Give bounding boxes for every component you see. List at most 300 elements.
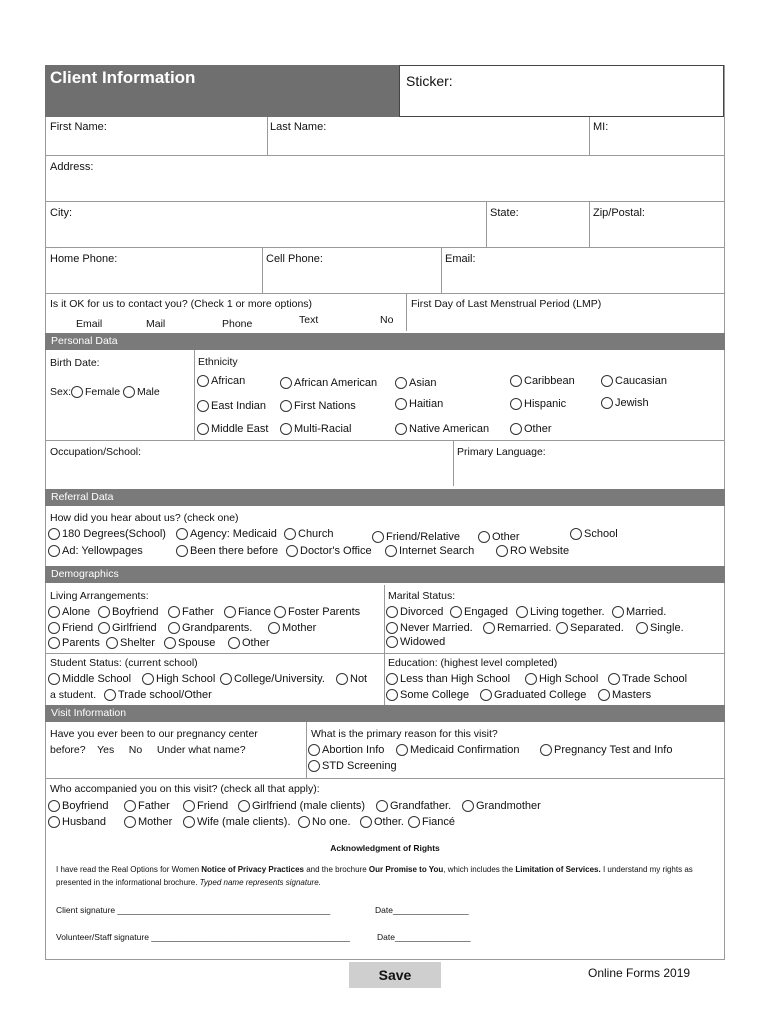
ref-internet-search[interactable] xyxy=(385,545,474,557)
option-label: Jewish xyxy=(615,397,649,409)
option-label: Friend xyxy=(197,800,229,812)
checkbox-icon xyxy=(510,398,522,410)
option-label: Pregnancy Test and Info xyxy=(554,744,673,756)
email-label: Email: xyxy=(445,253,476,265)
eth-asian[interactable] xyxy=(395,377,437,389)
option-label: Church xyxy=(298,528,334,540)
demographics-header xyxy=(45,566,725,583)
sticker-label: Sticker: xyxy=(406,73,453,89)
female-label: Female xyxy=(85,386,121,398)
checkbox-icon xyxy=(48,528,60,540)
option-label: Girlfriend xyxy=(112,622,157,634)
address-label: Address: xyxy=(50,161,94,173)
option-label: Widowed xyxy=(400,636,446,648)
checkbox-icon xyxy=(450,606,462,618)
option-label: College/University. xyxy=(234,673,325,685)
student-high-school[interactable] xyxy=(142,673,215,685)
checkbox-icon xyxy=(104,689,116,701)
ref-ad-yellowpages[interactable] xyxy=(48,545,143,557)
option-label: Medicaid Confirmation xyxy=(410,744,520,756)
option-label: Doctor's Office xyxy=(300,545,372,557)
student-status-label: Student Status: (current school) xyxy=(50,657,198,669)
option-label: Trade school/Other xyxy=(118,689,212,701)
ref-180-degrees[interactable] xyxy=(48,528,166,540)
checkbox-icon xyxy=(601,397,613,409)
option-label: Girlfriend (male clients) xyxy=(252,800,366,812)
marital-remarried[interactable] xyxy=(483,622,551,634)
checkbox-icon xyxy=(228,637,240,649)
referral-question: How did you hear about us? (check one) xyxy=(50,512,239,524)
option-label: Other xyxy=(524,423,552,435)
education-label: Education: (highest level completed) xyxy=(388,657,558,669)
option-label: Engaged xyxy=(464,606,509,618)
marital-divorced[interactable] xyxy=(386,606,443,618)
acc-father[interactable] xyxy=(124,800,170,812)
checkbox-icon xyxy=(385,545,397,557)
option-label: Fiance xyxy=(238,606,272,618)
reason-abortion-info[interactable] xyxy=(308,744,384,756)
option-label: Middle East xyxy=(211,423,269,435)
client-signature-line[interactable]: Client signature _____________________________________________ xyxy=(56,905,331,915)
divider xyxy=(262,247,263,293)
eth-multi-racial[interactable] xyxy=(280,423,351,435)
live-shelter[interactable] xyxy=(106,637,155,649)
eth-african-american[interactable] xyxy=(280,377,377,389)
option-label: Abortion Info xyxy=(322,744,385,756)
sex-label xyxy=(50,386,160,398)
live-grandparents[interactable] xyxy=(168,622,252,634)
option-label: RO Website xyxy=(510,545,570,557)
divider xyxy=(441,247,442,293)
checkbox-icon xyxy=(124,800,136,812)
divider xyxy=(45,293,725,294)
checkbox-icon xyxy=(510,375,522,387)
checkbox-icon xyxy=(280,423,292,435)
visit-reason-question: What is the primary reason for this visit? xyxy=(311,728,498,740)
contact-text-option[interactable]: Text xyxy=(299,314,319,326)
eth-jewish[interactable] xyxy=(601,397,649,409)
acc-other[interactable] xyxy=(360,816,404,828)
option-label: Married. xyxy=(626,606,667,618)
reason-std-screening[interactable] xyxy=(308,760,397,772)
ack-text-part: and the brochure xyxy=(303,865,369,874)
ref-church[interactable] xyxy=(284,528,333,540)
edu-some-college[interactable] xyxy=(386,689,469,701)
option-label: Father xyxy=(182,606,214,618)
ethnicity-label: Ethnicity xyxy=(198,356,238,368)
state-label: State: xyxy=(490,207,519,219)
checkbox-icon xyxy=(395,398,407,410)
option-label: Trade School xyxy=(622,673,688,685)
option-label: Grandmother xyxy=(476,800,541,812)
checkbox-icon xyxy=(176,545,188,557)
checkbox-icon xyxy=(48,637,60,649)
option-label: Internet Search xyxy=(399,545,475,557)
option-label: Middle School xyxy=(62,673,132,685)
section-title: Referral Data xyxy=(51,491,114,503)
ref-been-there-before[interactable] xyxy=(176,545,278,557)
divider xyxy=(589,201,590,247)
divider xyxy=(45,201,725,202)
ack-promise: Our Promise to You xyxy=(368,865,444,874)
checkbox-icon xyxy=(98,622,110,634)
checkbox-icon xyxy=(376,800,388,812)
divider xyxy=(194,350,195,440)
ack-typed-name-note: Typed name represents signature. xyxy=(199,878,321,887)
live-fiance[interactable] xyxy=(224,606,271,618)
checkbox-icon xyxy=(284,528,296,540)
divider xyxy=(384,585,385,705)
student-not-continued: a student. xyxy=(50,689,97,701)
eth-middle-east[interactable] xyxy=(197,423,268,435)
marital-separated[interactable] xyxy=(556,622,624,634)
option-label: Wife (male clients). xyxy=(197,816,291,828)
marital-never-married[interactable] xyxy=(386,622,473,634)
live-foster-parents[interactable] xyxy=(274,606,360,618)
option-label: Caribbean xyxy=(524,375,575,387)
referral-data-header xyxy=(45,489,725,506)
option-label: Husband xyxy=(62,816,107,828)
section-title: Visit Information xyxy=(51,707,127,719)
checkbox-icon xyxy=(636,622,648,634)
option-label: Spouse xyxy=(178,637,216,649)
volunteer-signature-line[interactable]: Volunteer/Staff signature __________________________________________ xyxy=(56,932,350,942)
eth-haitian[interactable] xyxy=(395,398,443,410)
checkbox-icon xyxy=(570,528,582,540)
checkbox-icon xyxy=(48,606,60,618)
checkbox-icon xyxy=(48,673,60,685)
divider xyxy=(406,293,407,331)
option-label: Friend xyxy=(62,622,94,634)
option-label: Fiancé xyxy=(422,816,456,828)
last-name-label: Last Name: xyxy=(270,121,327,133)
marital-widowed[interactable] xyxy=(386,636,445,648)
option-label: Native American xyxy=(409,423,490,435)
option-label: Not xyxy=(350,673,368,685)
option-label: Mother xyxy=(282,622,317,634)
divider xyxy=(45,778,725,779)
checkbox-icon xyxy=(98,606,110,618)
checkbox-icon xyxy=(183,816,195,828)
ref-friend-relative[interactable] xyxy=(372,531,460,543)
acc-grandfather[interactable] xyxy=(376,800,451,812)
checkbox-icon xyxy=(601,375,613,387)
save-button[interactable]: Save xyxy=(349,962,441,988)
eth-native-american[interactable] xyxy=(395,423,489,435)
checkbox-icon xyxy=(462,800,474,812)
option-label: Foster Parents xyxy=(288,606,361,618)
marital-living-together[interactable] xyxy=(516,606,605,618)
checkbox-icon xyxy=(274,606,286,618)
option-label: Less than High School xyxy=(400,673,511,685)
checkbox-icon xyxy=(386,606,398,618)
edu-masters[interactable] xyxy=(598,689,651,701)
option-label: Mother xyxy=(138,816,173,828)
live-spouse[interactable] xyxy=(164,637,215,649)
checkbox-icon xyxy=(396,744,408,756)
checkbox-icon xyxy=(220,673,232,685)
ack-limitation: Limitation of Services. xyxy=(515,865,601,874)
divider xyxy=(453,440,454,486)
checkbox-icon xyxy=(510,423,522,435)
checkbox-icon xyxy=(395,423,407,435)
checkbox-icon xyxy=(598,689,610,701)
option-label: Some College xyxy=(400,689,470,701)
checkbox-icon xyxy=(183,800,195,812)
city-label: City: xyxy=(50,207,72,219)
checkbox-icon xyxy=(386,689,398,701)
divider xyxy=(267,117,268,155)
ref-doctors-office[interactable] xyxy=(286,545,372,557)
checkbox-icon xyxy=(48,545,60,557)
eth-african[interactable] xyxy=(197,375,245,387)
female-checkbox[interactable] xyxy=(71,386,83,398)
contact-no-option[interactable]: No xyxy=(380,314,394,326)
checkbox-icon xyxy=(48,622,60,634)
option-label: Grandfather. xyxy=(390,800,452,812)
option-label: African American xyxy=(294,377,378,389)
birth-date-label: Birth Date: xyxy=(50,357,100,369)
eth-hispanic[interactable] xyxy=(510,398,566,410)
eth-other[interactable] xyxy=(510,423,552,435)
option-label: Living together. xyxy=(530,606,605,618)
live-parents[interactable] xyxy=(48,637,100,649)
ref-other[interactable] xyxy=(478,531,520,543)
checkbox-icon xyxy=(480,689,492,701)
marital-status-label: Marital Status: xyxy=(388,590,456,602)
divider xyxy=(45,440,725,441)
reason-medicaid[interactable] xyxy=(396,744,519,756)
checkbox-icon xyxy=(556,622,568,634)
option-label: Other xyxy=(492,531,520,543)
checkbox-icon xyxy=(48,816,60,828)
checkbox-icon xyxy=(395,377,407,389)
option-label: High School xyxy=(156,673,216,685)
option-label: Friend/Relative xyxy=(386,531,460,543)
volunteer-date-line[interactable]: Date________________ xyxy=(377,932,471,942)
checkbox-icon xyxy=(478,531,490,543)
checkbox-icon xyxy=(238,800,250,812)
checkbox-icon xyxy=(408,816,420,828)
live-alone[interactable] xyxy=(48,606,90,618)
checkbox-icon xyxy=(308,760,320,772)
acc-boyfriend[interactable] xyxy=(48,800,108,812)
checkbox-icon xyxy=(608,673,620,685)
first-name-label: First Name: xyxy=(50,121,107,133)
accompanied-question: Who accompanied you on this visit? (check all that apply): xyxy=(50,783,320,795)
option-label: Caucasian xyxy=(615,375,667,387)
acc-friend[interactable] xyxy=(183,800,228,812)
live-father[interactable] xyxy=(168,606,214,618)
footer-text: Online Forms 2019 xyxy=(588,966,691,980)
option-label: Divorced xyxy=(400,606,444,618)
prior-visit-question: Have you ever been to our pregnancy center xyxy=(50,728,258,740)
ack-text-part: I understand my rights as presented in the informational brochure. xyxy=(56,865,693,887)
live-friend[interactable] xyxy=(48,622,93,634)
cell-phone-label: Cell Phone: xyxy=(266,253,323,265)
acknowledgment-title: Acknowledgment of Rights xyxy=(330,843,440,853)
live-girlfriend[interactable] xyxy=(98,622,157,634)
eth-east-indian[interactable] xyxy=(197,400,266,412)
checkbox-icon xyxy=(298,816,310,828)
option-label: First Nations xyxy=(294,400,356,412)
option-label: Boyfriend xyxy=(112,606,159,618)
option-label: Been there before xyxy=(190,545,279,557)
sex-text: Sex: xyxy=(50,386,72,398)
option-label: Alone xyxy=(62,606,91,618)
divider xyxy=(306,722,307,778)
checkbox-icon xyxy=(106,637,118,649)
checkbox-icon xyxy=(176,528,188,540)
primary-language-label: Primary Language: xyxy=(457,446,546,458)
male-checkbox[interactable] xyxy=(123,386,135,398)
option-label: School xyxy=(584,528,618,540)
option-label: Parents xyxy=(62,637,100,649)
acc-husband[interactable] xyxy=(48,816,106,828)
ack-text-part: I have read the Real Options for Women xyxy=(56,865,202,874)
checkbox-icon xyxy=(540,744,552,756)
checkbox-icon xyxy=(386,636,398,648)
student-middle-school[interactable] xyxy=(48,673,131,685)
acc-no-one[interactable] xyxy=(298,816,351,828)
option-label: Remarried. xyxy=(497,622,552,634)
edu-trade-school[interactable] xyxy=(608,673,687,685)
marital-married[interactable] xyxy=(612,606,666,618)
mi-label: MI: xyxy=(593,121,609,133)
ack-text-part: , which includes the xyxy=(443,865,516,874)
student-not[interactable] xyxy=(336,673,367,685)
option-label: Never Married. xyxy=(400,622,473,634)
contact-phone-option[interactable]: Phone xyxy=(222,318,253,330)
checkbox-icon xyxy=(280,377,292,389)
checkbox-icon xyxy=(168,622,180,634)
checkbox-icon xyxy=(308,744,320,756)
ref-school[interactable] xyxy=(570,528,618,540)
checkbox-icon xyxy=(286,545,298,557)
edu-high-school[interactable] xyxy=(525,673,598,685)
option-label: Hispanic xyxy=(524,398,567,410)
student-trade-school[interactable] xyxy=(104,689,212,701)
checkbox-icon xyxy=(372,531,384,543)
option-label: 180 Degrees(School) xyxy=(62,528,166,540)
checkbox-icon xyxy=(224,606,236,618)
option-label: Boyfriend xyxy=(62,800,109,812)
ref-agency-medicaid[interactable] xyxy=(176,528,277,540)
acc-girlfriend[interactable] xyxy=(238,800,365,812)
lmp-label: First Day of Last Menstrual Period (LMP) xyxy=(411,298,602,310)
option-label: Haitian xyxy=(409,398,444,410)
acc-mother[interactable] xyxy=(124,816,172,828)
divider xyxy=(486,201,487,247)
marital-single[interactable] xyxy=(636,622,684,634)
option-label: Ad: Yellowpages xyxy=(62,545,143,557)
checkbox-icon xyxy=(164,637,176,649)
checkbox-icon xyxy=(268,622,280,634)
contact-question: Is it OK for us to contact you? (Check 1 or more options) xyxy=(50,298,313,310)
checkbox-icon xyxy=(142,673,154,685)
option-label: East Indian xyxy=(211,400,267,412)
section-title: Demographics xyxy=(51,568,119,580)
eth-caucasian[interactable] xyxy=(601,375,667,387)
personal-data-header xyxy=(45,333,725,350)
checkbox-icon xyxy=(525,673,537,685)
acc-wife[interactable] xyxy=(183,816,291,828)
option-label: Multi-Racial xyxy=(294,423,352,435)
checkbox-icon xyxy=(496,545,508,557)
divider xyxy=(45,247,725,248)
option-label: Asian xyxy=(409,377,437,389)
option-label: STD Screening xyxy=(322,760,397,772)
checkbox-icon xyxy=(516,606,528,618)
live-mother[interactable] xyxy=(268,622,316,634)
checkbox-icon xyxy=(280,400,292,412)
option-label: Single. xyxy=(650,622,684,634)
checkbox-icon xyxy=(197,423,209,435)
eth-first-nations[interactable] xyxy=(280,400,356,412)
acc-grandmother[interactable] xyxy=(462,800,541,812)
option-label: Other. xyxy=(374,816,404,828)
checkbox-icon xyxy=(197,400,209,412)
divider xyxy=(589,117,590,155)
option-label: Father xyxy=(138,800,170,812)
prior-visit-options: before? Yes No Under what name? xyxy=(50,744,246,756)
acknowledgment-text xyxy=(56,863,716,889)
option-label: High School xyxy=(539,673,599,685)
checkbox-icon xyxy=(386,673,398,685)
client-date-line[interactable]: Date________________ xyxy=(375,905,469,915)
option-label: Separated. xyxy=(570,622,624,634)
checkbox-icon xyxy=(168,606,180,618)
checkbox-icon xyxy=(197,375,209,387)
edu-graduated-college[interactable] xyxy=(480,689,586,701)
option-label: Other xyxy=(242,637,270,649)
live-boyfriend[interactable] xyxy=(98,606,158,618)
live-other[interactable] xyxy=(228,637,270,649)
option-label: Shelter xyxy=(120,637,155,649)
acc-fiance[interactable] xyxy=(408,816,455,828)
option-label: African xyxy=(211,375,246,387)
option-label: Masters xyxy=(612,689,652,701)
zip-label: Zip/Postal: xyxy=(593,207,645,219)
ref-ro-website[interactable] xyxy=(496,545,569,557)
divider xyxy=(45,155,725,156)
living-arrangements-label: Living Arrangements: xyxy=(50,590,149,602)
edu-less-than-hs[interactable] xyxy=(386,673,510,685)
checkbox-icon xyxy=(612,606,624,618)
section-title: Personal Data xyxy=(51,335,118,347)
visit-information-header xyxy=(45,705,725,722)
ack-privacy-notice: Notice of Privacy Practices xyxy=(201,865,304,874)
marital-engaged[interactable] xyxy=(450,606,508,618)
option-label: Agency: Medicaid xyxy=(190,528,277,540)
contact-email-option[interactable]: Email xyxy=(76,318,103,330)
option-label: Grandparents. xyxy=(182,622,253,634)
eth-caribbean[interactable] xyxy=(510,375,575,387)
checkbox-icon xyxy=(336,673,348,685)
checkbox-icon xyxy=(124,816,136,828)
option-label: No one. xyxy=(312,816,351,828)
male-label: Male xyxy=(136,386,160,398)
form-title: Client Information xyxy=(50,68,196,87)
checkbox-icon xyxy=(360,816,372,828)
divider xyxy=(45,653,725,654)
contact-mail-option[interactable]: Mail xyxy=(146,318,166,330)
reason-pregnancy-test[interactable] xyxy=(540,744,672,756)
checkbox-icon xyxy=(48,800,60,812)
student-college[interactable] xyxy=(220,673,325,685)
checkbox-icon xyxy=(386,622,398,634)
option-label: Graduated College xyxy=(494,689,587,701)
